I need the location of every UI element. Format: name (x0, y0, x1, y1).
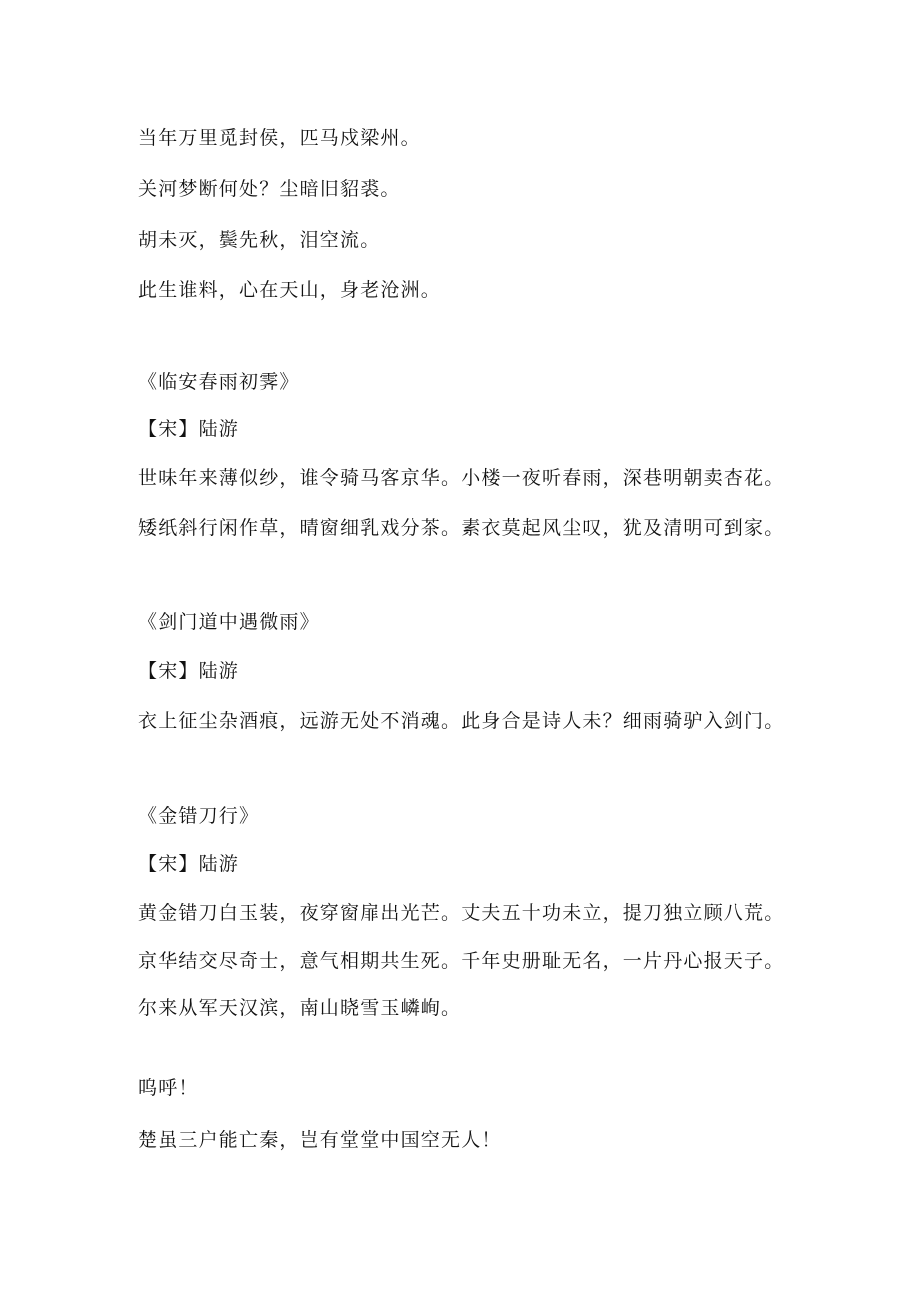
poem-author: 【宋】陆游 (138, 418, 240, 440)
poem-line: 世味年来薄似纱，谁令骑马客京华。小楼一夜听春雨，深巷明朝卖杏花。 (138, 467, 785, 489)
poem-title: 《剑门道中遇微雨》 (138, 611, 320, 633)
poem-line: 京华结交尽奇士，意气相期共生死。千年史册耻无名，一片丹心报天子。 (138, 950, 785, 972)
poem-line: 黄金错刀白玉装，夜穿窗扉出光芒。丈夫五十功未立，提刀独立顾八荒。 (138, 902, 785, 924)
poem-coda: 楚虽三户能亡秦，岂有堂堂中国空无人！ (138, 1129, 502, 1151)
poem-author: 【宋】陆游 (138, 660, 240, 682)
poem-line: 矮纸斜行闲作草，晴窗细乳戏分茶。素衣莫起风尘叹，犹及清明可到家。 (138, 517, 785, 539)
poem-line: 尔来从军天汉滨，南山晓雪玉嶙峋。 (138, 997, 462, 1019)
poem-author: 【宋】陆游 (138, 853, 240, 875)
poem-title: 《临安春雨初霁》 (138, 371, 300, 393)
poem-line: 此生谁料，心在天山，身老沧洲。 (138, 279, 442, 301)
poem-line: 当年万里觅封侯，匹马戍梁州。 (138, 127, 421, 149)
poem-title: 《金错刀行》 (138, 805, 260, 827)
poem-coda: 呜呼！ (138, 1077, 199, 1099)
poem-line: 衣上征尘杂酒痕，远游无处不消魂。此身合是诗人未？细雨骑驴入剑门。 (138, 710, 785, 732)
poem-line: 胡未灭，鬓先秋，泪空流。 (138, 229, 381, 251)
poem-line: 关河梦断何处？尘暗旧貂裘。 (138, 178, 401, 200)
